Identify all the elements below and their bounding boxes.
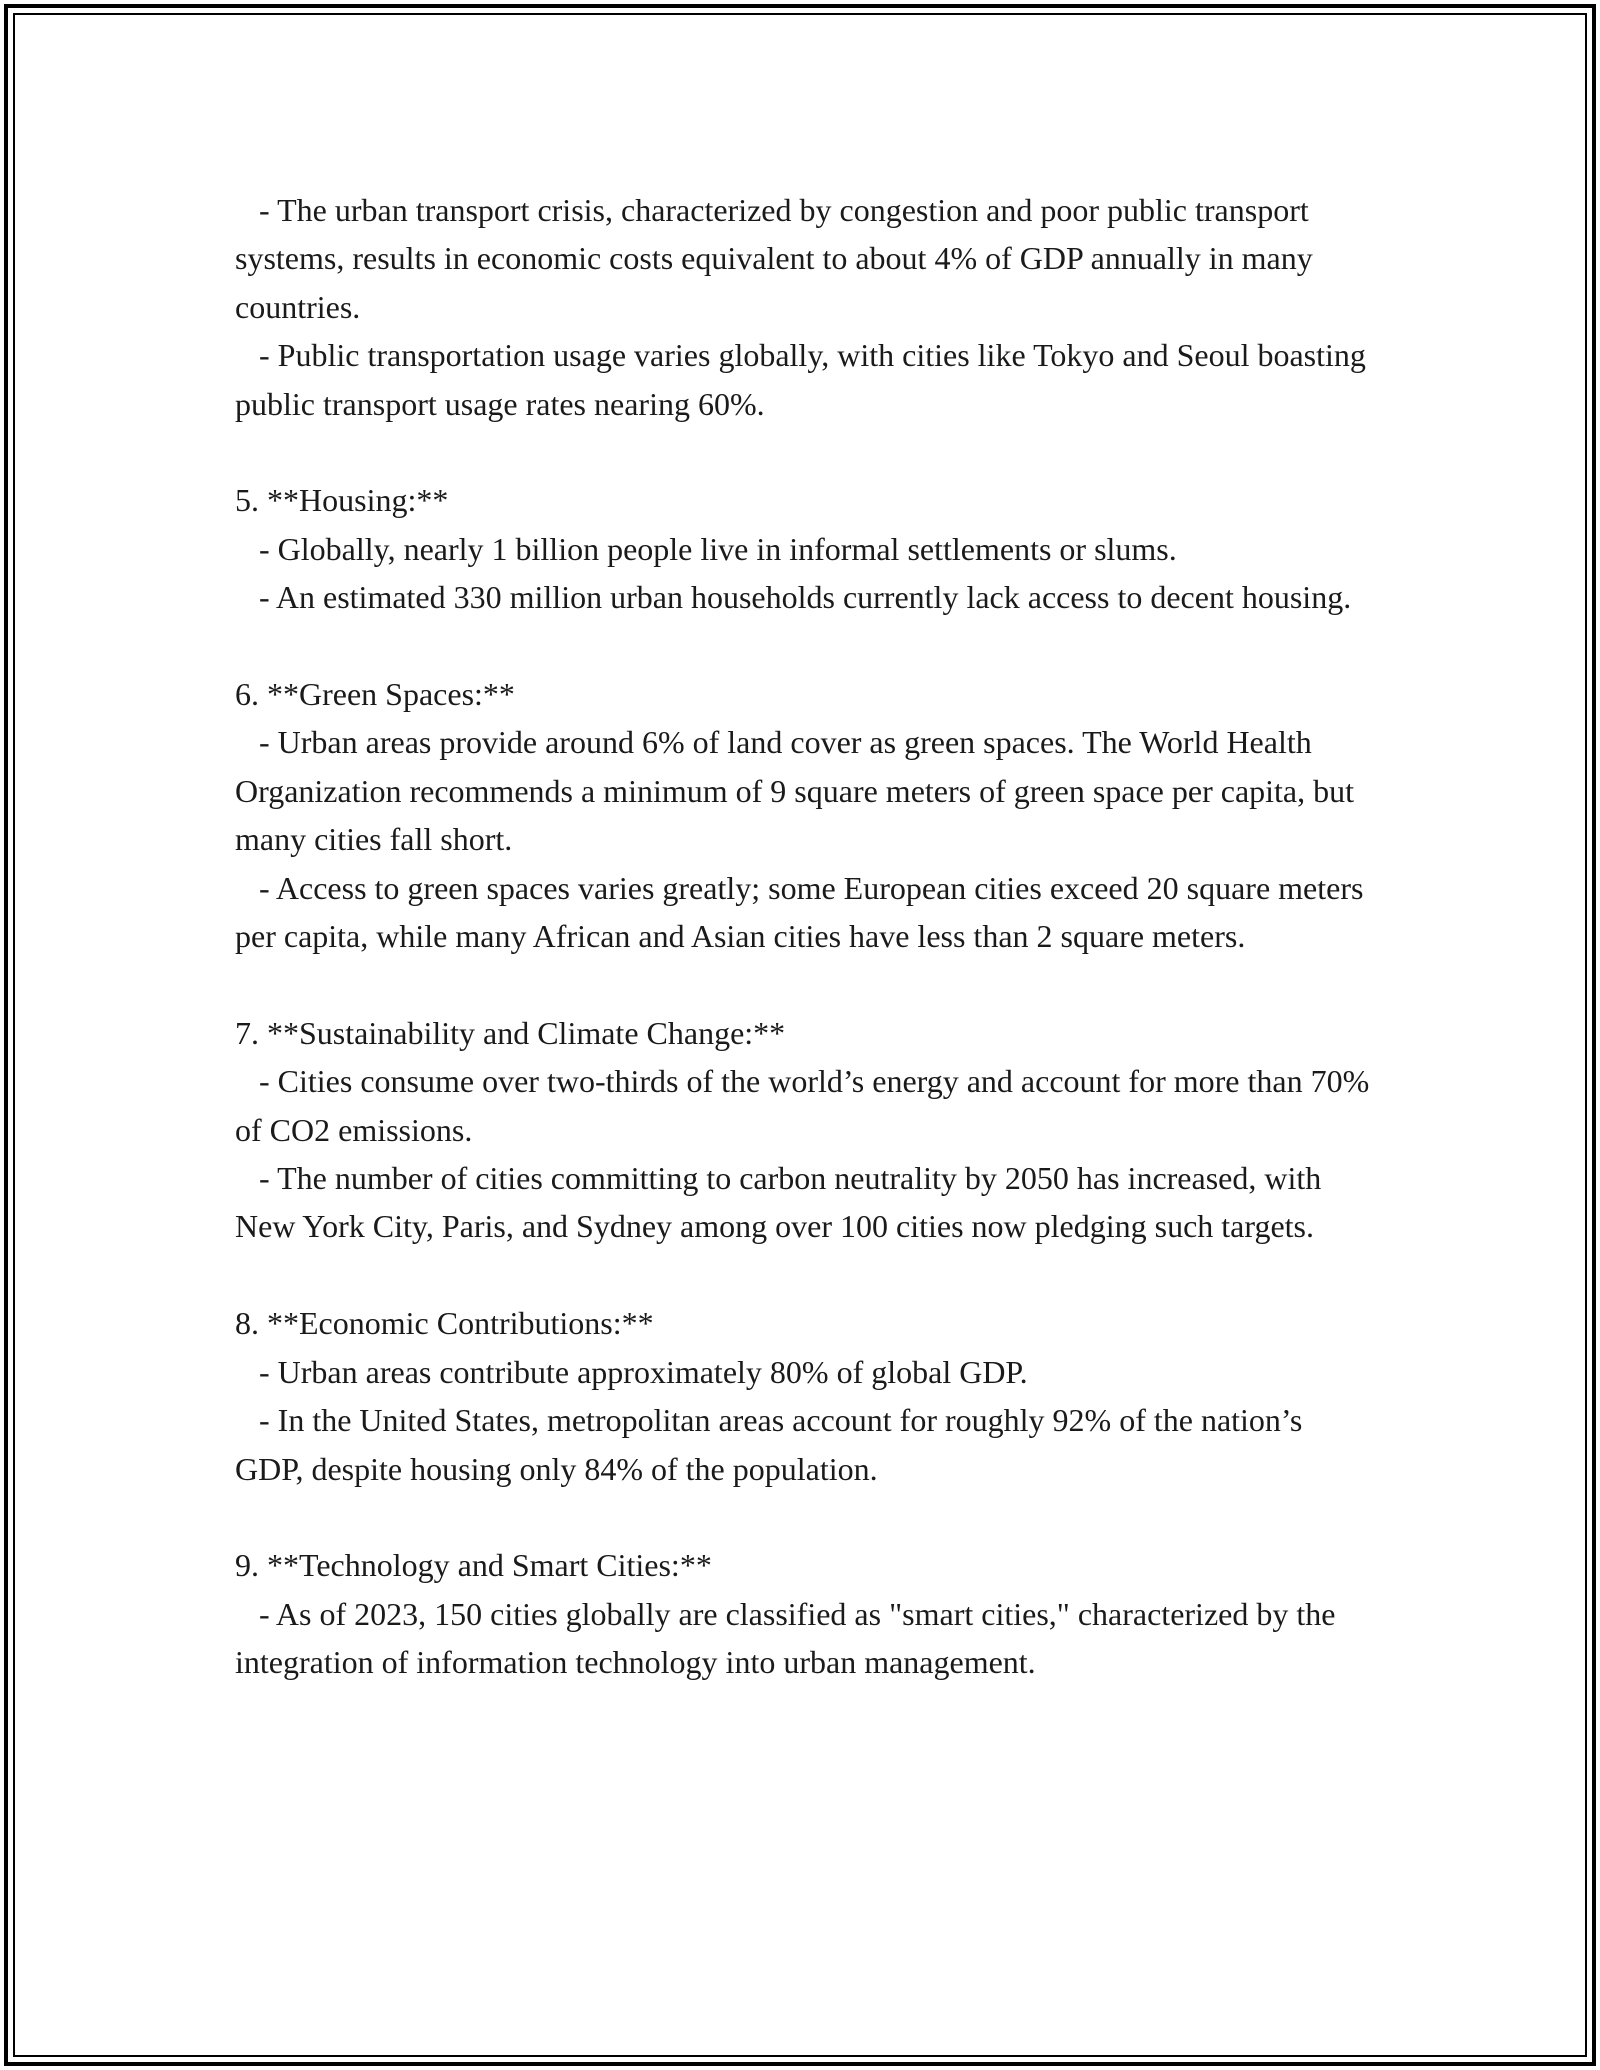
paragraph-urban-households: - An estimated 330 million urban households currently lack access to decent housing. xyxy=(235,579,1352,616)
paragraph-public-transport-usage: - Public transportation usage varies globally, with cities like Tokyo and Seoul boasting public transport usage rates nearing 60%. xyxy=(235,337,1374,422)
paragraph-global-gdp: - Urban areas contribute approximately 80% of global GDP. xyxy=(235,1353,1028,1390)
heading-sustainability: 7. **Sustainability and Climate Change:** xyxy=(235,1014,786,1051)
paragraph-carbon-neutrality: - The number of cities committing to carbon neutrality by 2050 has increased, with New York City, Paris, and Sydney among over 100 cities now pledging such targets. xyxy=(235,1160,1330,1245)
paragraph-energy-consumption: - Cities consume over two-thirds of the world’s energy and account for more than 70% of CO2 emissions. xyxy=(235,1063,1378,1148)
blank-line xyxy=(235,960,1375,1008)
paragraph-informal-settlements: - Globally, nearly 1 billion people live in informal settlements or slums. xyxy=(235,530,1177,567)
blank-line xyxy=(235,428,1375,476)
heading-housing: 5. **Housing:** xyxy=(235,482,449,519)
paragraph-transport-crisis: - The urban transport crisis, characterized by congestion and poor public transport systems, results in economic costs equivalent to about 4% of GDP annually in many countries. xyxy=(235,192,1321,325)
blank-line xyxy=(235,1493,1375,1541)
paragraph-smart-cities: - As of 2023, 150 cities globally are classified as "smart cities," characterized by the integration of information technology into urban management. xyxy=(235,1595,1344,1681)
heading-green-spaces: 6. **Green Spaces:** xyxy=(235,676,515,713)
document-body xyxy=(235,186,1378,1687)
heading-economic-contributions: 8. **Economic Contributions:** xyxy=(235,1305,654,1342)
paragraph-green-access: - Access to green spaces varies greatly; some European cities exceed 20 square meters per capita, while many African and Asian cities have less than 2 square meters. xyxy=(235,869,1372,955)
paragraph-green-land-cover: - Urban areas provide around 6% of land cover as green spaces. The World Health Organization recommends a minimum of 9 square meters of green space per capita, but many cities fall short. xyxy=(235,724,1363,858)
heading-technology-smart-cities: 9. **Technology and Smart Cities:** xyxy=(235,1547,712,1584)
paragraph-us-metro-gdp: - In the United States, metropolitan areas account for roughly 92% of the nation’s GDP, despite housing only 84% of the population. xyxy=(235,1402,1311,1487)
blank-line xyxy=(235,622,1375,670)
blank-line xyxy=(235,1251,1375,1299)
